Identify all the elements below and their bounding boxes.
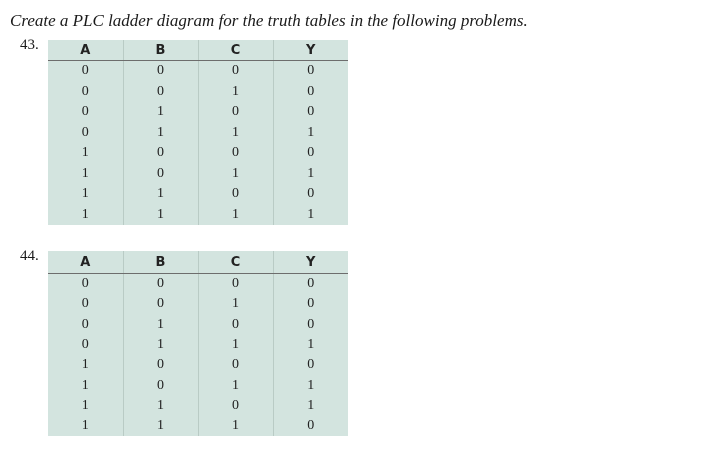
table-cell: 0 [273,184,348,205]
column-header-y: Y [273,251,348,274]
table-cell: 1 [81,165,89,181]
table-cell: 0 [123,61,198,82]
table-cell: 1 [273,396,348,416]
table-row [48,335,348,355]
table-cell: 1 [123,315,198,335]
table-row [48,355,348,375]
table-cell: 0 [123,294,198,314]
table-row [48,375,348,395]
table-cell: 0 [123,82,198,103]
table-cell: 0 [123,274,198,295]
table-cell: 0 [81,104,89,120]
table-cell: 1 [198,416,273,436]
table-cell: 1 [273,205,348,226]
table-cell: 1 [198,205,273,226]
table-cell: 1 [198,294,273,314]
table-cell: 0 [273,82,348,103]
table-cell: 1 [123,123,198,144]
table-cell: 0 [198,315,273,335]
table-cell: 0 [273,294,348,314]
table-cell: 1 [123,205,198,226]
problem-number-44: 44. [20,248,39,264]
table-cell: 1 [123,396,198,416]
table-cell: 0 [81,296,89,312]
table-cell: 0 [273,102,348,123]
table-cell: 1 [123,184,198,205]
table-cell: 1 [81,186,89,202]
truth-table-43 [48,40,348,225]
table-cell: 0 [273,416,348,436]
table-cell: 0 [198,61,273,82]
table-cell: 1 [81,357,89,373]
table-cell: 0 [273,274,348,295]
table-row [48,294,348,314]
table-cell: 0 [123,355,198,375]
table-cell: 1 [81,397,89,413]
table-header-row [48,40,348,61]
table-cell: 0 [273,143,348,164]
table-cell: 0 [198,102,273,123]
table-cell: 1 [81,206,89,222]
column-header-a: A [48,251,123,274]
column-header-c: C [198,251,273,274]
table-cell: 0 [198,184,273,205]
table-header-row [48,251,348,274]
table-cell: 0 [198,274,273,295]
table-cell: 1 [198,123,273,144]
table-row [48,274,348,295]
table-cell: 0 [198,143,273,164]
table-cell: 0 [273,315,348,335]
table-cell: 0 [198,396,273,416]
table-cell: 1 [81,418,89,434]
table-row [48,184,348,205]
table-cell: 1 [123,335,198,355]
table-cell: 0 [273,355,348,375]
table-cell: 1 [81,145,89,161]
table-cell: 0 [123,143,198,164]
table-cell: 1 [198,375,273,395]
table-row [48,123,348,144]
table-row [48,416,348,436]
table-row [48,164,348,185]
table-cell: 0 [81,316,89,332]
table-cell: 0 [198,355,273,375]
table-row [48,82,348,103]
table-cell: 1 [123,102,198,123]
table-row [48,143,348,164]
table-cell: 0 [123,375,198,395]
table-cell: 0 [273,61,348,82]
table-cell: 1 [198,164,273,185]
table-cell: 0 [123,164,198,185]
truth-table-44 [48,251,348,436]
table-row [48,315,348,335]
table-cell: 0 [81,276,89,292]
column-header-a: A [48,40,123,61]
table-cell: 1 [198,335,273,355]
table-cell: 0 [81,83,89,99]
table-cell: 1 [273,123,348,144]
table-cell: 1 [273,375,348,395]
problem-number-43: 43. [20,37,39,53]
column-header-b: B [123,40,198,61]
table-row [48,61,348,82]
problem-instructions: Create a PLC ladder diagram for the truth tables in the following problems. [10,11,528,30]
table-row [48,205,348,226]
column-header-y: Y [273,40,348,61]
table-cell: 1 [273,335,348,355]
table-cell: 1 [81,377,89,393]
table-cell: 0 [81,124,89,140]
column-header-c: C [198,40,273,61]
table-row [48,102,348,123]
table-cell: 0 [81,63,89,79]
table-cell: 0 [81,337,89,353]
table-cell: 1 [198,82,273,103]
table-cell: 1 [273,164,348,185]
table-cell: 1 [123,416,198,436]
table-row [48,396,348,416]
column-header-b: B [123,251,198,274]
